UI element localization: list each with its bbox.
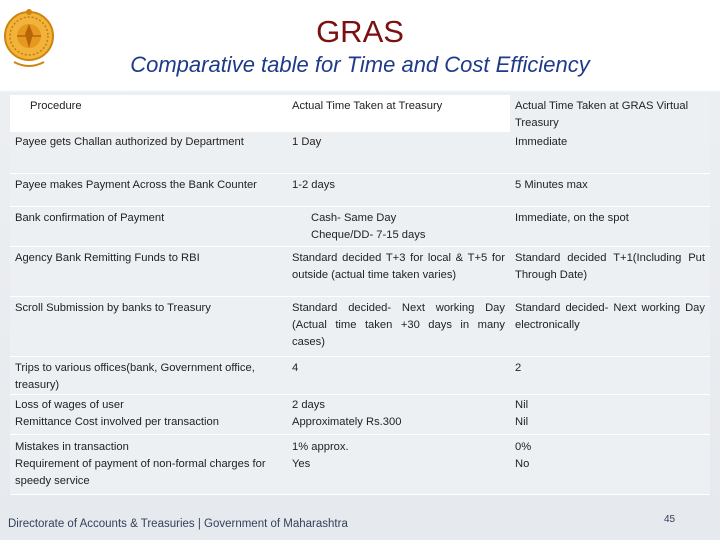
cell-treasury: 1-2 days: [287, 173, 510, 206]
header-gras: Actual Time Taken at GRAS Virtual Treasury: [510, 95, 710, 132]
cell-procedure: Bank confirmation of Payment: [10, 206, 287, 246]
cell-treasury: Standard decided T+3 for local & T+5 for outside (actual time taken varies): [287, 246, 510, 296]
table-row: [10, 173, 710, 206]
cell-treasury: Cash- Same Day Cheque/DD- 7-15 days: [287, 206, 510, 246]
cell-procedure: Trips to various offices(bank, Government office, treasury): [10, 356, 287, 394]
table-row: [10, 434, 710, 494]
table-row: [10, 394, 710, 434]
cell-gras: Immediate: [510, 132, 710, 173]
table-row: [10, 246, 710, 296]
table-header-row: [10, 95, 710, 132]
cell-procedure: Scroll Submission by banks to Treasury: [10, 296, 287, 356]
table-row: [10, 132, 710, 173]
cell-gras: 5 Minutes max: [510, 173, 710, 206]
page-title: GRAS: [316, 14, 404, 49]
cell-gras: 0% No: [510, 434, 710, 494]
cell-procedure: Payee makes Payment Across the Bank Counter: [10, 173, 287, 206]
header-treasury: Actual Time Taken at Treasury: [287, 95, 510, 132]
cell-treasury: 4: [287, 356, 510, 394]
cell-treasury: 1% approx. Yes: [287, 434, 510, 494]
cell-treasury: 2 days Approximately Rs.300: [287, 394, 510, 434]
cell-procedure: Payee gets Challan authorized by Department: [10, 132, 287, 173]
cell-treasury: 1 Day: [287, 132, 510, 173]
table-row: [10, 356, 710, 394]
header-procedure: Procedure: [10, 95, 287, 132]
comparison-table: [10, 95, 710, 497]
cell-procedure: Agency Bank Remitting Funds to RBI: [10, 246, 287, 296]
page-subtitle: Comparative table for Time and Cost Efficiency: [130, 52, 590, 77]
cell-gras: Nil Nil: [510, 394, 710, 434]
cell-procedure: Mistakes in transaction Requirement of payment of non-formal charges for speedy service: [10, 434, 287, 494]
cell-gras: Standard decided T+1(Including Put Through Date): [510, 246, 710, 296]
table-row: [10, 296, 710, 356]
footer-text: Directorate of Accounts & Treasuries | Government of Maharashtra: [8, 518, 348, 530]
cell-gras: 2: [510, 356, 710, 394]
cell-treasury: Standard decided- Next working Day (Actual time taken +30 days in many cases): [287, 296, 510, 356]
cell-procedure: Loss of wages of user Remittance Cost involved per transaction: [10, 394, 287, 434]
cell-gras: Standard decided- Next working Day electronically: [510, 296, 710, 356]
cell-gras: Immediate, on the spot: [510, 206, 710, 246]
page-number: 45: [664, 514, 676, 525]
table-row: [10, 206, 710, 246]
